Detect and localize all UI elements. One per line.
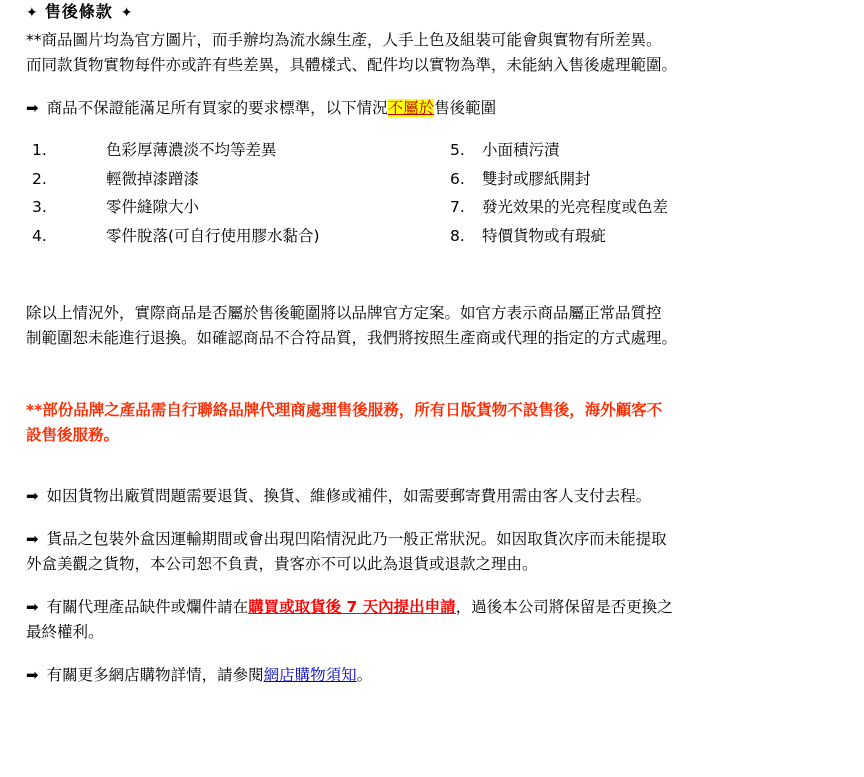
policy-line-2: 制範圍恕未能進行退換。如確認商品不合符品質，我們將按照生產商或代理的指定的方式處理。 <box>26 329 678 348</box>
list-item-label: 零件縫隙大小 <box>106 198 200 217</box>
list-item-number: 7. <box>450 198 465 217</box>
exclusions-list <box>26 143 838 255</box>
list-item-number: 3. <box>32 198 47 217</box>
list-item-number: 6. <box>450 169 465 188</box>
arrow-icon: ➡ <box>26 486 39 505</box>
list-item-label: 零件脫落(可自行使用膠水黏合) <box>106 226 320 245</box>
warning-line-1: **部份品牌之產品需自行聯絡品牌代理商處理售後服務，所有日版貨物不設售後，海外顧客不 <box>26 400 663 419</box>
bullet-text: 如因貨物出廠質問題需要退貨、換貨、維修或補件，如需要郵寄費用需由客人支付去程。 <box>46 486 652 505</box>
notice-suffix: 售後範圍 <box>434 99 497 118</box>
list-item-label: 輕微掉漆蹭漆 <box>106 169 200 188</box>
intro-paragraph <box>26 28 838 78</box>
list-item-number: 2. <box>32 169 47 188</box>
bullet-packaging-dent <box>26 527 838 577</box>
bullet-prefix: 有關代理產品缺件或爛件請在 <box>46 598 249 617</box>
list-item-number: 5. <box>450 141 465 160</box>
list-item-number: 8. <box>450 226 465 245</box>
diamond-icon: ✦ <box>26 5 39 21</box>
bullet-suffix: ，過後本公司將保留是否更換之 <box>455 598 673 617</box>
list-item-number: 4. <box>32 226 47 245</box>
notice-middle: ，以下情況 <box>310 99 388 118</box>
list-item-label: 雙封或膠紙開封 <box>482 169 591 188</box>
bullet-return-shipping <box>26 484 838 509</box>
page-title-text: 售後條款 <box>44 2 113 21</box>
policy-line-1: 除以上情況外，實際商品是否屬於售後範圍將以品牌官方定案。如官方表示商品屬正常品質控 <box>26 304 662 323</box>
list-item <box>32 226 320 245</box>
shop-notice-link[interactable]: 網店購物須知 <box>263 666 357 685</box>
intro-line-2: 而同款貨物實物每件亦或許有些差異，具體樣式、配件均以實物為準，未能納入售後處理範圍。 <box>26 56 678 75</box>
list-item-label: 小面積污漬 <box>482 141 560 160</box>
list-item-label: 特價貨物或有瑕疵 <box>482 226 607 245</box>
warning-paragraph <box>26 398 838 448</box>
diamond-icon-right: ✦ <box>120 5 134 21</box>
intro-line-1: **商品圖片均為官方圖片，而手辦均為流水線生產，人手上色及組裝可能會與實物有所差異。 <box>26 31 662 49</box>
notice-paragraph <box>26 96 838 121</box>
bullet-text-line-2: 外盒美觀之貨物，本公司恕不負責，貴客亦不可以此為退貨或退款之理由。 <box>26 554 538 573</box>
notice-prefix: 商品不保證能滿足所有買家的要求標準 <box>46 99 311 118</box>
bullet-suffix: 。 <box>356 666 373 685</box>
list-item <box>450 226 668 245</box>
page-title <box>26 4 864 20</box>
bullet-prefix: 有關更多網店購物詳情，請參閱 <box>46 666 264 685</box>
list-item <box>32 169 320 188</box>
bullet-emphasis: 購買或取貨後 7 天內提出申請 <box>248 598 456 617</box>
arrow-icon: ➡ <box>26 666 39 685</box>
list-item <box>32 200 320 216</box>
warning-line-2: 設售後服務。 <box>26 425 120 444</box>
notice-highlight: 不屬於 <box>387 99 435 118</box>
list-item <box>32 143 320 159</box>
list-item <box>450 200 668 216</box>
list-item-number: 1. <box>32 141 47 160</box>
arrow-icon: ➡ <box>26 529 39 548</box>
list-item-label: 色彩厚薄濃淡不均等差異 <box>106 141 277 160</box>
arrow-icon: ➡ <box>26 99 39 118</box>
exclusions-column-right <box>450 143 668 257</box>
bullet-missing-parts <box>26 595 838 645</box>
list-item <box>450 169 668 188</box>
exclusions-column-left <box>32 143 320 257</box>
arrow-icon: ➡ <box>26 598 39 617</box>
policy-paragraph <box>26 301 838 351</box>
bullet-text-line-1: 貨品之包裝外盒因運輸期間或會出現凹陷情況此乃一般正常狀況。如因取貨次序而未能提取 <box>46 529 667 548</box>
list-item <box>450 143 668 159</box>
document-page <box>0 4 864 777</box>
bullet-text-line-2: 最終權利。 <box>26 623 104 642</box>
bullet-shop-notice <box>26 663 838 688</box>
list-item-label: 發光效果的光亮程度或色差 <box>482 198 669 217</box>
